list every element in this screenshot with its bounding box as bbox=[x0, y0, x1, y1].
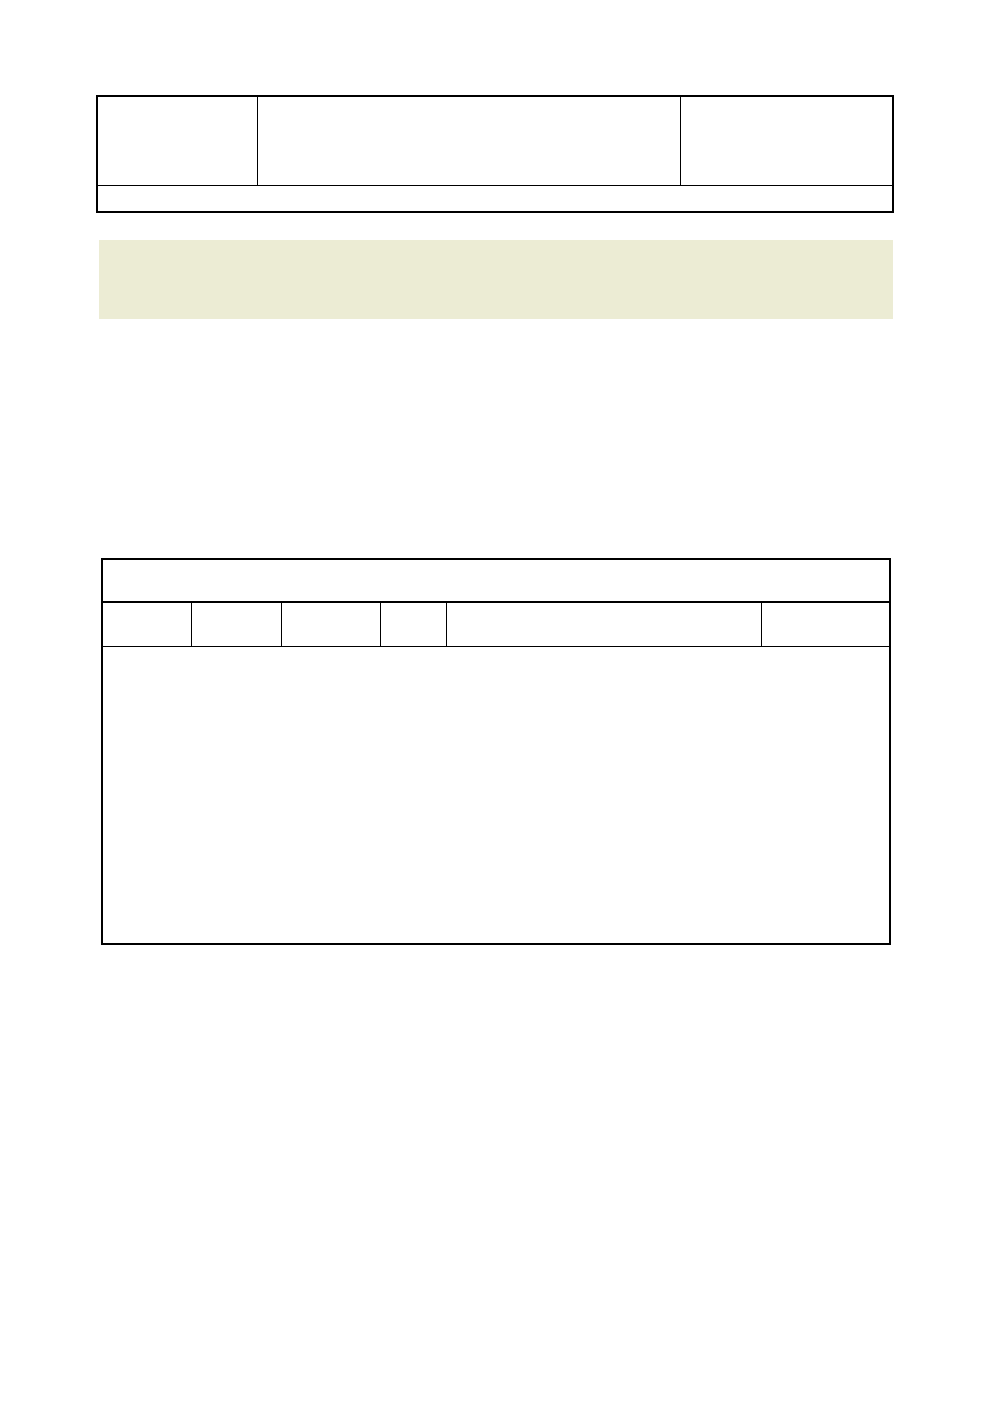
candidate-table bbox=[103, 601, 889, 647]
column-header bbox=[281, 602, 380, 646]
newsletter-title bbox=[258, 97, 680, 185]
column-header bbox=[761, 602, 889, 646]
title-banner bbox=[99, 240, 893, 319]
header-box bbox=[96, 95, 894, 213]
school-slogan bbox=[98, 185, 892, 211]
school-motto bbox=[98, 97, 258, 185]
contact-info bbox=[680, 97, 892, 185]
column-header bbox=[446, 602, 761, 646]
table-header-row bbox=[103, 602, 889, 646]
column-header bbox=[380, 602, 446, 646]
color-stripe-top bbox=[99, 232, 893, 240]
column-header bbox=[191, 602, 281, 646]
color-stripe-bottom bbox=[99, 319, 893, 327]
column-header bbox=[103, 602, 191, 646]
table-caption bbox=[103, 560, 889, 598]
candidate-table-box bbox=[101, 558, 891, 945]
